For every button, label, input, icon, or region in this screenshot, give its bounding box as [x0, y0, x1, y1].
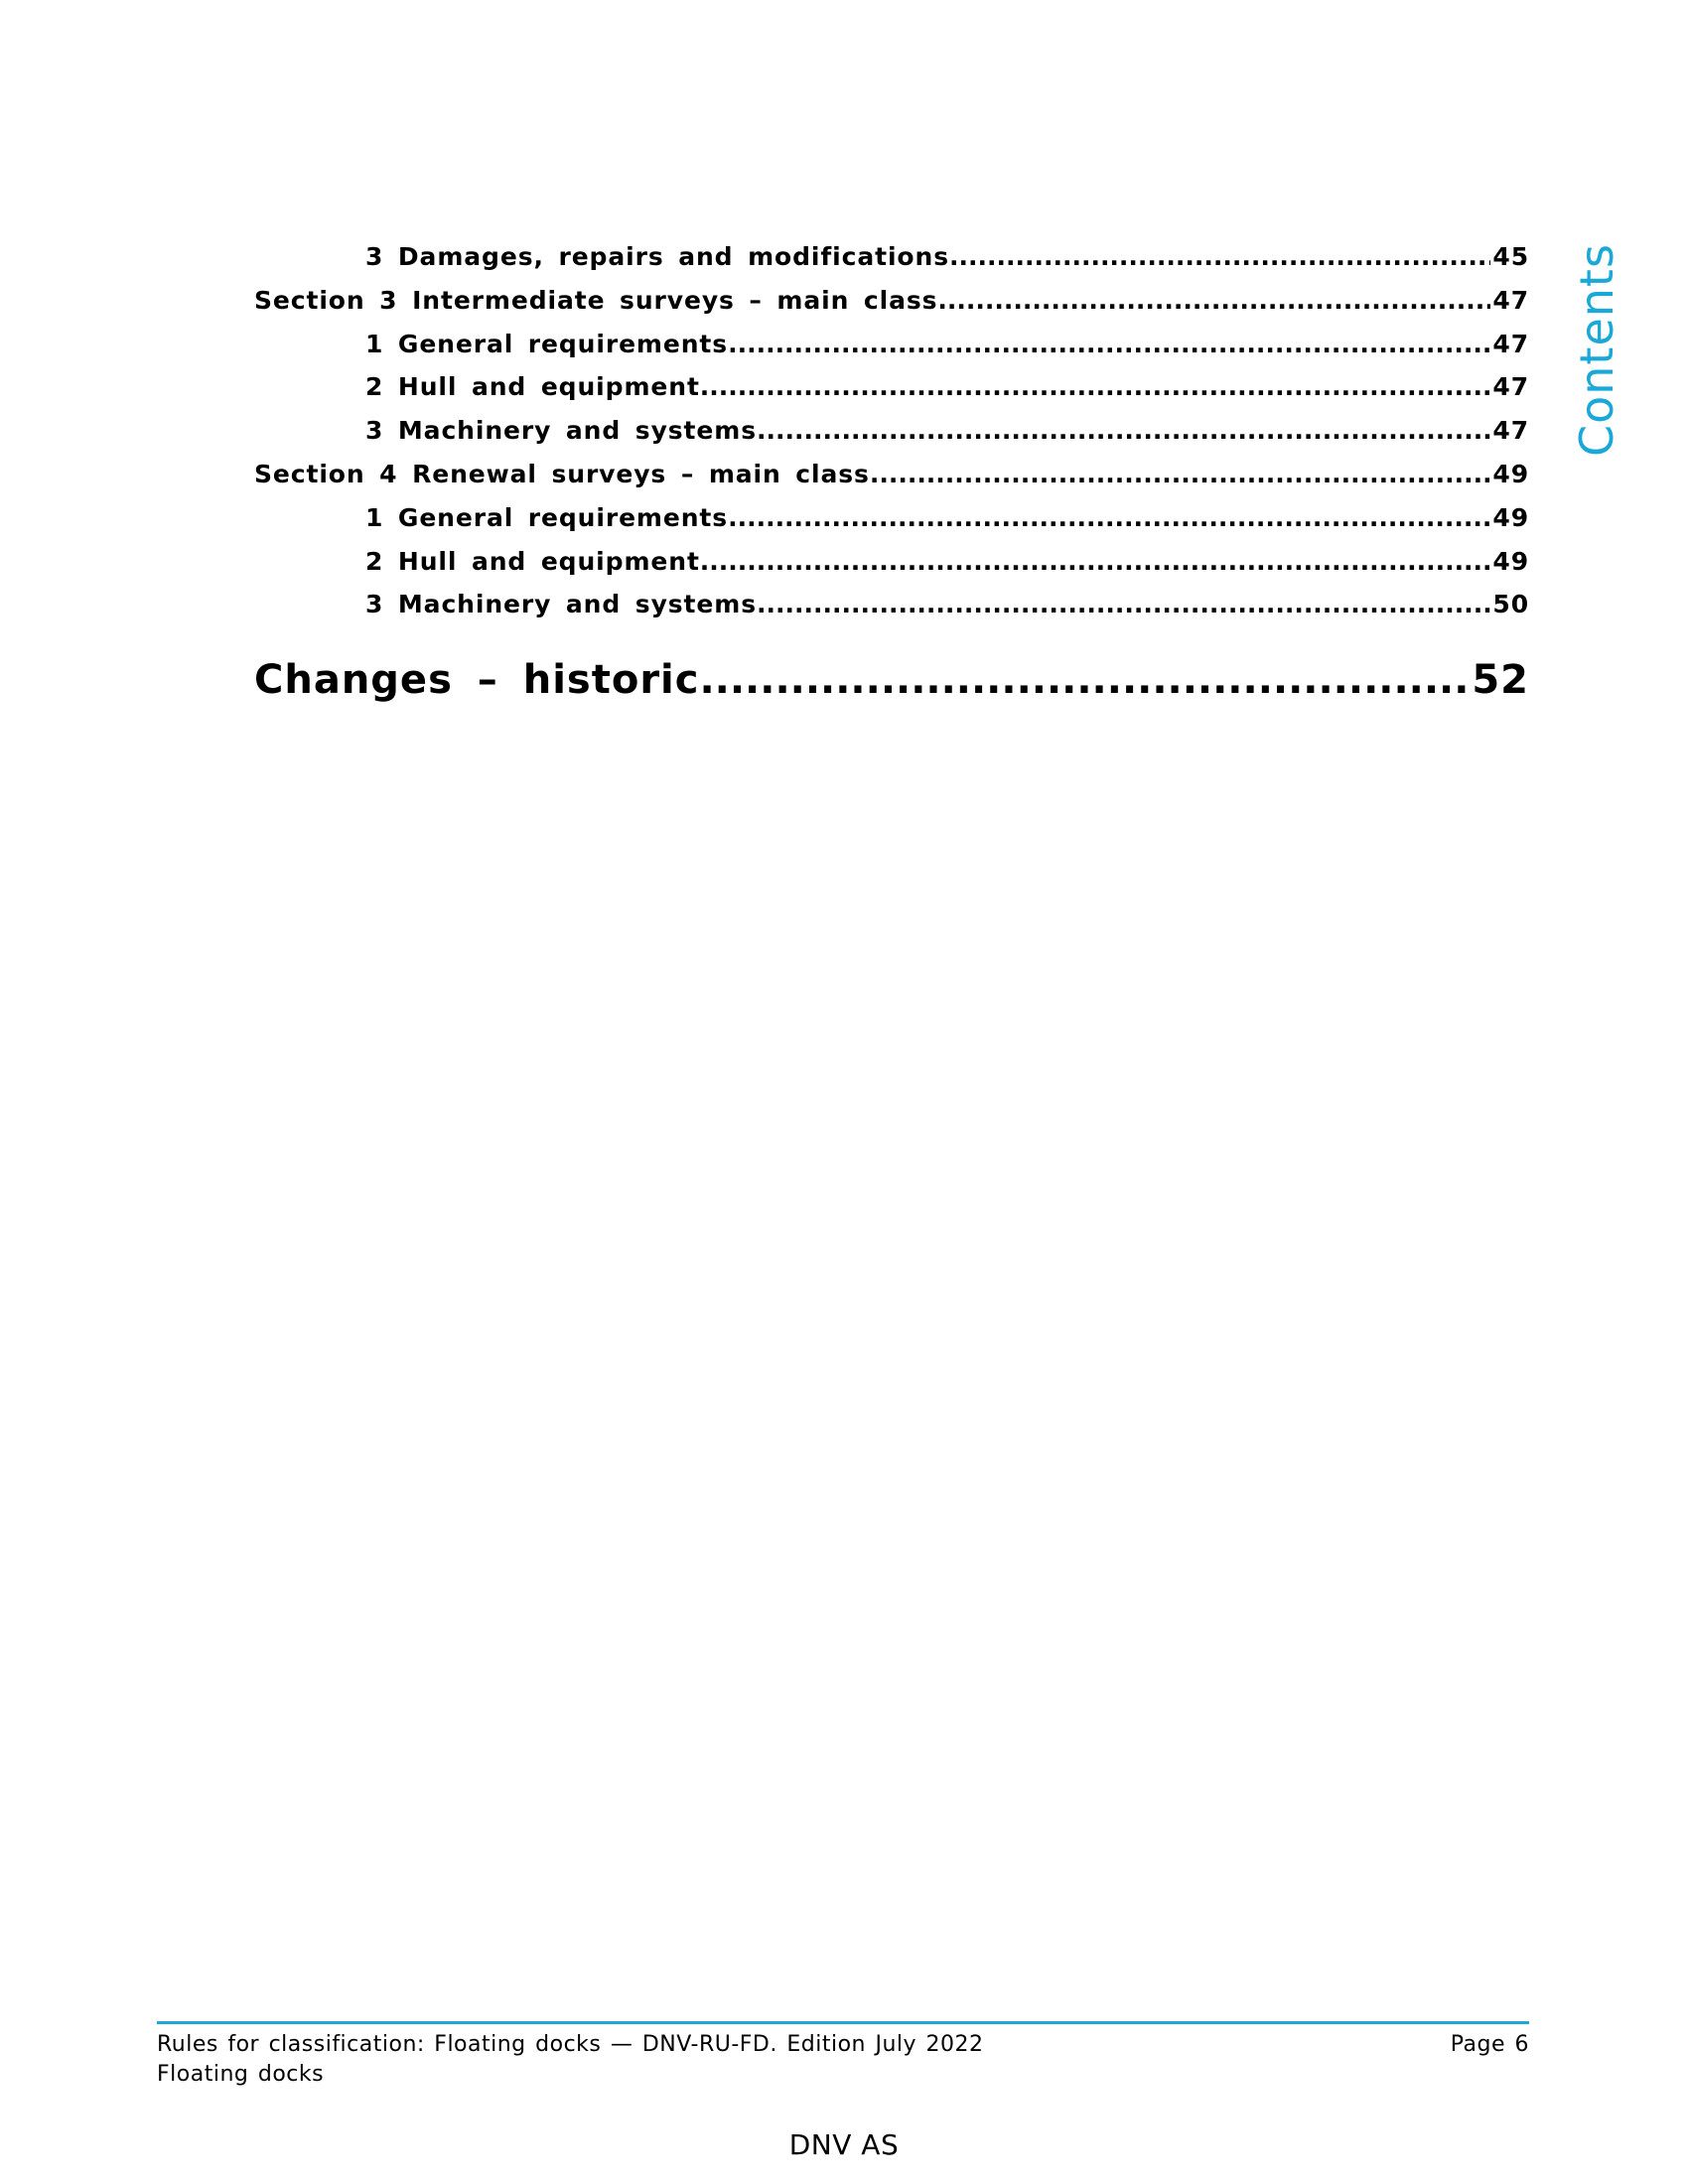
toc-dot-leader — [700, 372, 1491, 401]
toc-entry-label: 1 General requirements — [365, 329, 729, 358]
toc-dot-leader — [699, 657, 1470, 703]
toc-dot-leader — [728, 503, 1490, 532]
table-of-contents — [254, 242, 1529, 633]
publisher-name: DNV AS — [788, 2128, 900, 2161]
toc-entry[interactable] — [254, 372, 1529, 416]
toc-dot-leader — [870, 460, 1491, 488]
footer-page-number: Page 6 — [1450, 2032, 1529, 2057]
toc-entry-label: 1 General requirements — [365, 502, 729, 532]
toc-entry-label: 2 Hull and equipment — [365, 546, 700, 576]
toc-entry[interactable] — [254, 416, 1529, 460]
toc-dot-leader — [937, 286, 1490, 315]
footer-divider — [157, 2021, 1529, 2024]
toc-dot-leader — [728, 330, 1490, 358]
toc-entry-page: 50 — [1492, 590, 1529, 619]
toc-entry[interactable] — [254, 547, 1529, 591]
toc-entry[interactable] — [254, 330, 1529, 373]
toc-entry-label: 3 Machinery and systems — [365, 590, 757, 619]
toc-entry-major[interactable] — [254, 657, 1529, 703]
toc-entry[interactable] — [254, 242, 1529, 286]
toc-entry-page: 45 — [1492, 242, 1529, 271]
footer-document-title: Rules for classification: Floating docks — DNV-RU-FD. Edition July 2022 — [157, 2032, 984, 2057]
toc-dot-leader — [700, 547, 1491, 576]
contents-side-label: Contents — [1570, 243, 1623, 457]
toc-dot-leader — [757, 416, 1490, 445]
toc-entry-section[interactable] — [254, 286, 1529, 330]
toc-entry-label: 3 Damages, repairs and modifications — [365, 242, 949, 271]
toc-entry-page: 47 — [1492, 372, 1529, 402]
toc-entry-page: 47 — [1492, 416, 1529, 446]
toc-entry-label: 2 Hull and equipment — [365, 372, 700, 402]
toc-entry-page: 49 — [1492, 459, 1529, 488]
toc-major-label: Changes – historic — [254, 657, 700, 703]
toc-entry[interactable] — [254, 590, 1529, 633]
toc-entry-page: 47 — [1492, 329, 1529, 358]
footer-document-subtitle: Floating docks — [157, 2062, 325, 2087]
toc-entry-page: 49 — [1492, 502, 1529, 532]
toc-dot-leader — [757, 590, 1490, 618]
toc-entry[interactable] — [254, 503, 1529, 547]
toc-entry-section[interactable] — [254, 460, 1529, 503]
toc-major-page: 52 — [1472, 657, 1529, 703]
toc-entry-label: Section 4 Renewal surveys – main class — [254, 459, 870, 488]
toc-dot-leader — [949, 242, 1490, 271]
toc-entry-page: 49 — [1492, 546, 1529, 576]
toc-entry-page: 47 — [1492, 285, 1529, 315]
toc-entry-label: Section 3 Intermediate surveys – main class — [254, 285, 938, 315]
toc-entry-label: 3 Machinery and systems — [365, 416, 757, 446]
